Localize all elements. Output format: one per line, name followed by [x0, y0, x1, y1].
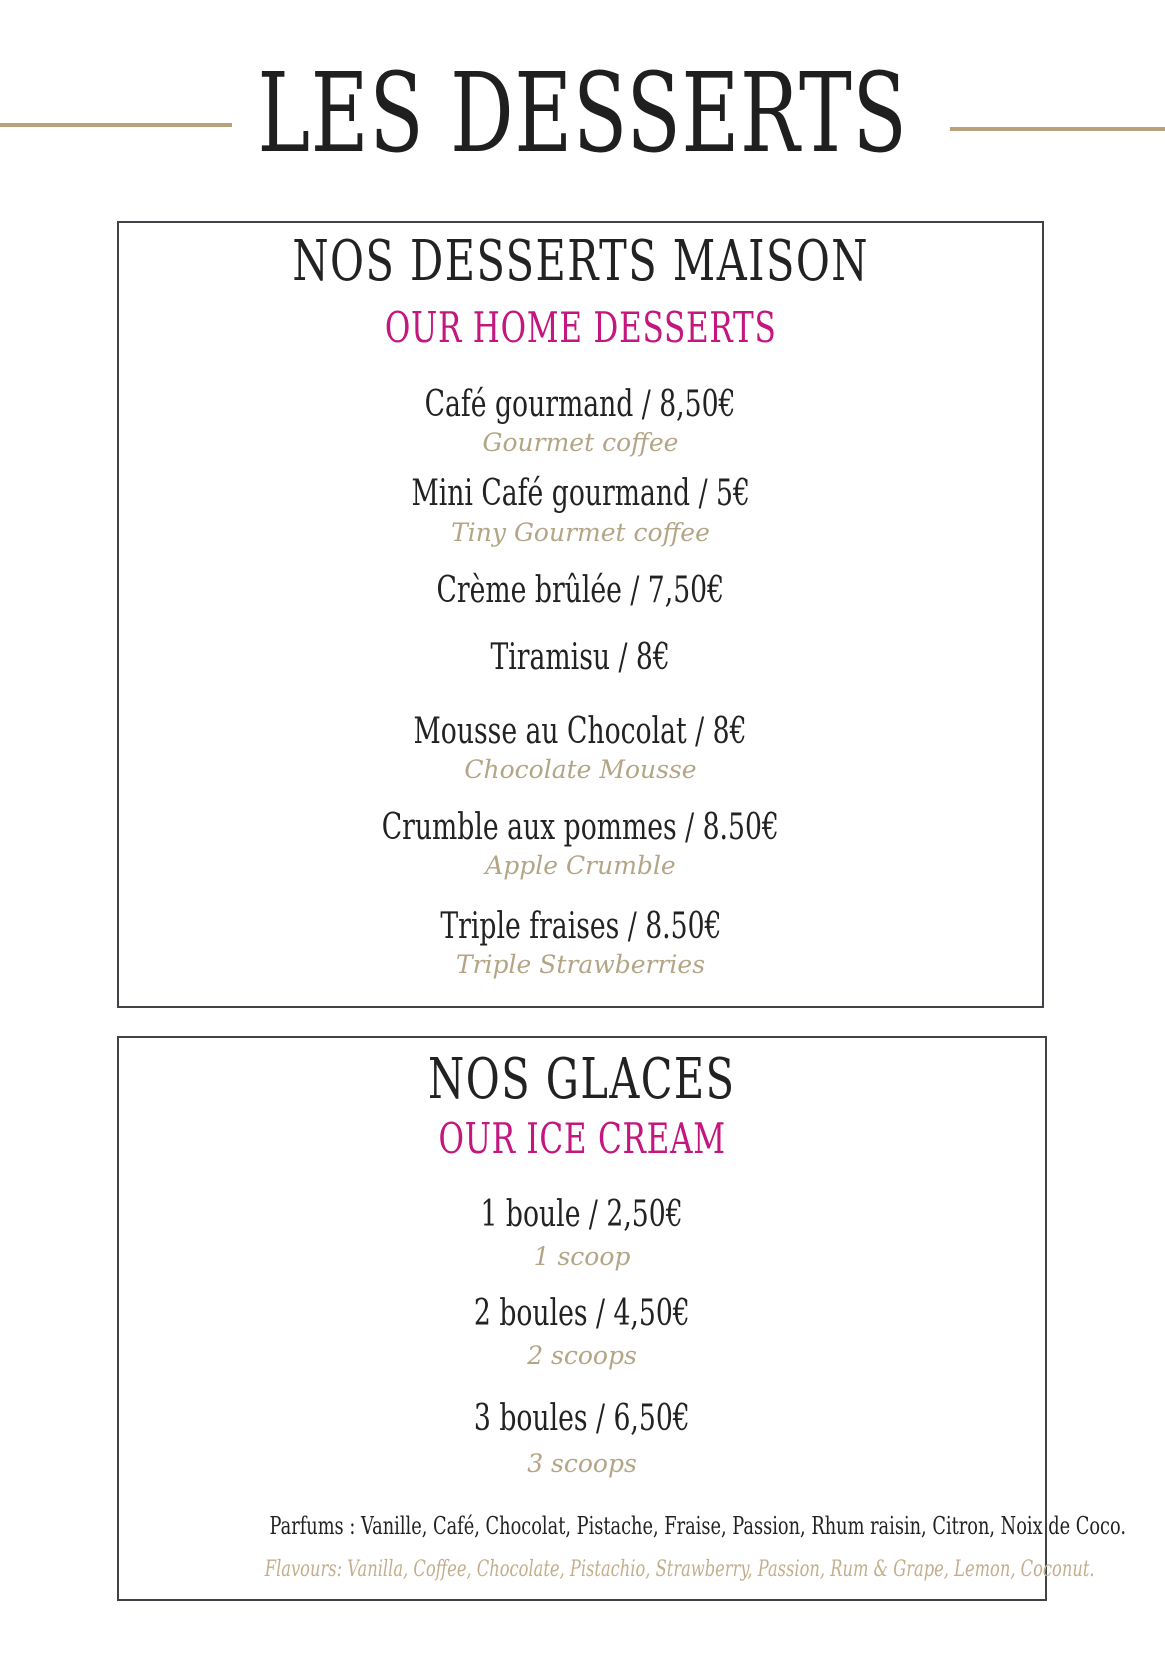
page-title: LES DESSERTS: [257, 49, 908, 177]
flavours-list-english: Flavours: Vanilla, Coffee, Chocolate, Pistachio, Strawberry, Passion, Rum & Grape, Lemon, Coconut.: [264, 1557, 1095, 1582]
dessert-item-name: Crumble aux pommes / 8.50€: [381, 807, 780, 848]
ice-cream-title: NOS GLACES: [428, 1047, 736, 1112]
dessert-item-name: Crème brûlée / 7,50€: [436, 570, 725, 611]
dessert-item-translation: Triple Strawberries: [455, 950, 706, 979]
ice-cream-item-name: 1 boule / 2,50€: [480, 1194, 684, 1235]
ice-cream-item-name: 2 boules / 4,50€: [474, 1293, 690, 1334]
dessert-item-name: Tiramisu / 8€: [490, 637, 671, 678]
dessert-item-name: Mini Café gourmand / 5€: [411, 473, 750, 514]
ice-cream-item-translation: 2 scoops: [527, 1341, 637, 1370]
dessert-item-name: Café gourmand / 8,50€: [425, 384, 736, 425]
dessert-item-name: Triple fraises / 8.50€: [439, 906, 722, 947]
dessert-item-translation: Apple Crumble: [485, 851, 676, 880]
desserts-title: NOS DESSERTS MAISON: [292, 229, 869, 294]
desserts-section: [117, 221, 1044, 1008]
desserts-subtitle: OUR HOME DESSERTS: [384, 303, 777, 352]
ice-cream-item-translation: 1 scoop: [533, 1242, 631, 1271]
dessert-item-name: Mousse au Chocolat / 8€: [413, 711, 748, 752]
dessert-item-translation: Gourmet coffee: [482, 428, 679, 457]
ice-cream-item-name: 3 boules / 6,50€: [474, 1398, 690, 1439]
dessert-item-translation: Chocolate Mousse: [464, 755, 697, 784]
ice-cream-section: [117, 1036, 1127, 1601]
ice-cream-item-translation: 3 scoops: [527, 1449, 637, 1478]
ice-cream-subtitle: OUR ICE CREAM: [438, 1114, 726, 1163]
dessert-item-translation: Tiny Gourmet coffee: [451, 518, 710, 547]
flavours-list: Parfums : Vanille, Café, Chocolat, Pistache, Fraise, Passion, Rhum raisin, Citron, Noix de Coco.: [269, 1512, 1127, 1540]
